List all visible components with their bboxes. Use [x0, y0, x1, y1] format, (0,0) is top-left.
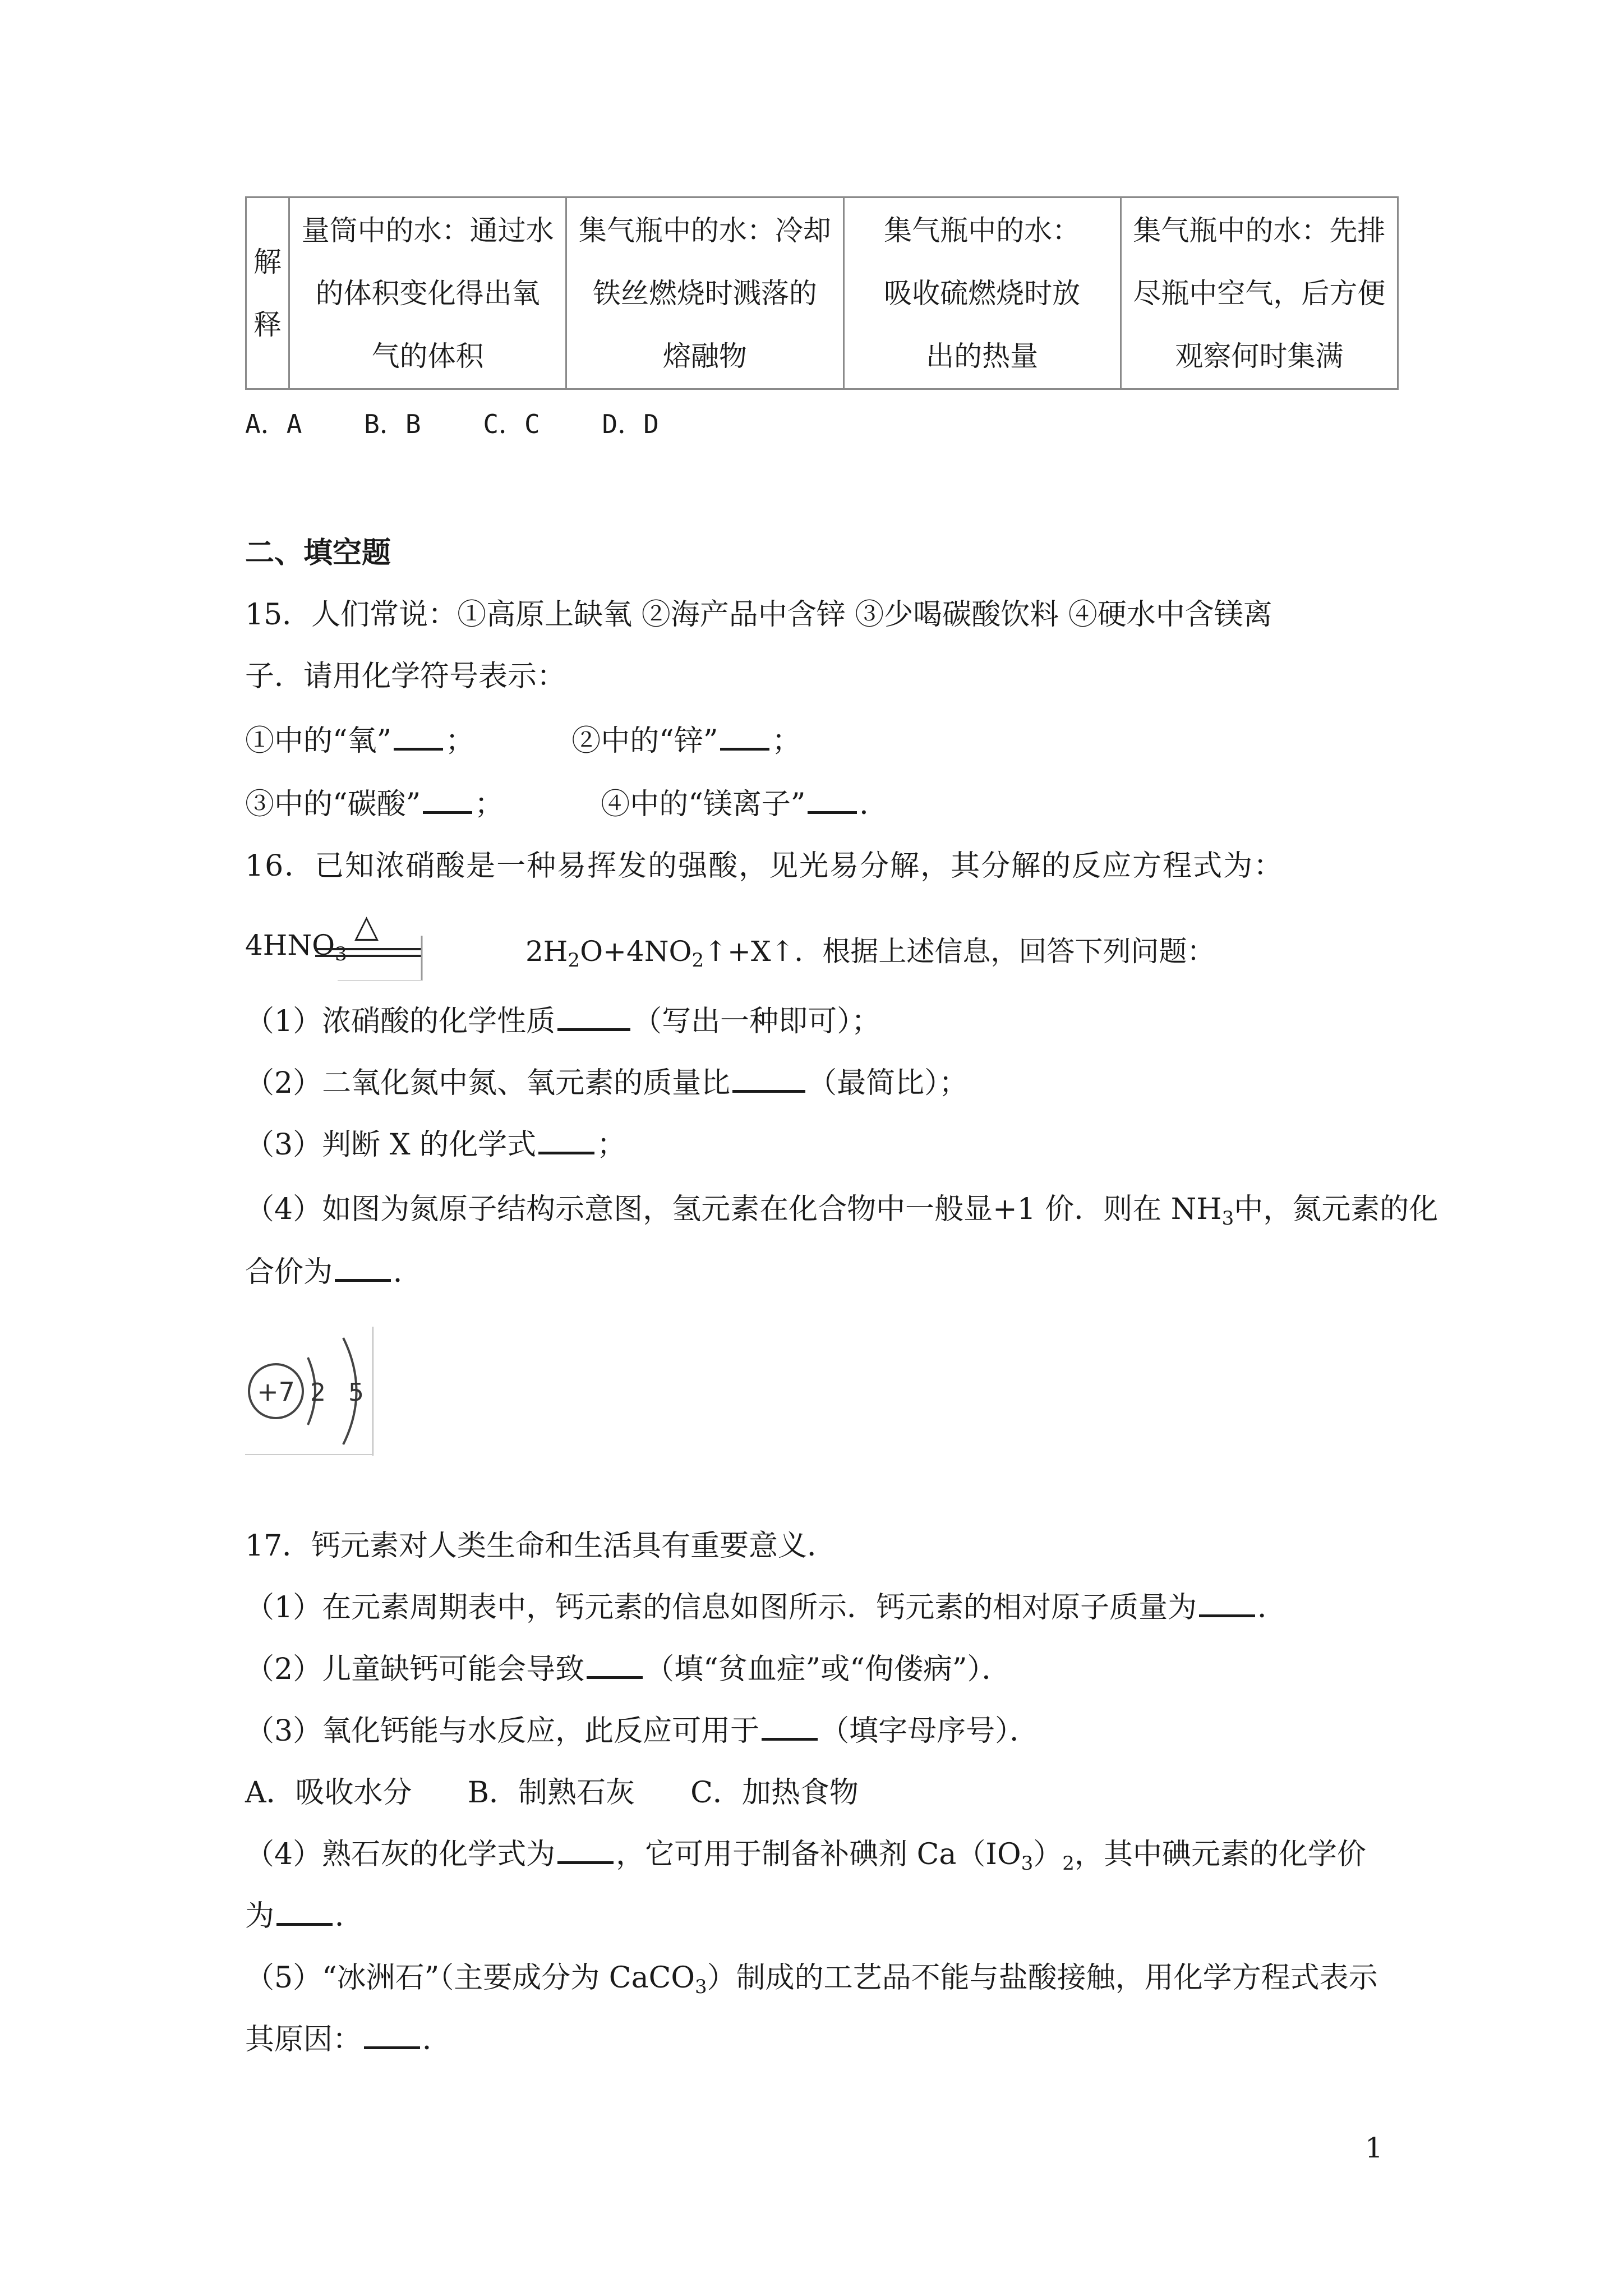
- shell-1-electrons: 2: [310, 1378, 326, 1407]
- equation-reactant: $4HNO_3$: [245, 929, 347, 965]
- q17-sub-4-line-2: 为 ．: [245, 1899, 365, 1933]
- q17-answer-blank-2[interactable]: [587, 1672, 643, 1679]
- cell-d-line-1: 集气瓶中的水：先排: [1133, 214, 1386, 247]
- q16-answer-blank-4[interactable]: [335, 1274, 391, 1282]
- q15-part-2-end: ；: [772, 724, 801, 758]
- table-cell-b: [566, 197, 843, 389]
- q15-answer-blank-2[interactable]: [720, 743, 769, 751]
- q15-part-4-label: ④中的“镁离子”: [601, 788, 806, 821]
- q15-line-2: 子．请用化学符号表示：: [245, 660, 566, 693]
- q16-answer-blank-1[interactable]: [557, 1024, 630, 1031]
- decomposition-equation: [245, 902, 1423, 975]
- q17-sub-5-line-1: （5）“冰洲石”（主要成分为 CaCO$_3$）制成的工艺品不能与盐酸接触，用化学方程式表示: [245, 1961, 1378, 1998]
- q16-sub-4-line-1: （4）如图为氮原子结构示意图，氢元素在化合物中一般显+1 价．则在 $NH_3$中，氮元素的化: [245, 1193, 1438, 1230]
- table-cell-c: [843, 197, 1121, 389]
- q17-sub-1: （1）在元素周期表中，钙元素的信息如图所示．钙元素的相对原子质量为 ．: [245, 1591, 1287, 1625]
- nitrogen-atom-diagram: [245, 1327, 374, 1456]
- header-char-2: 释: [253, 308, 282, 341]
- q17-sub-2: （2）儿童缺钙可能会导致 （填“贫血症”或“佝偻病”）．: [245, 1653, 1011, 1686]
- q15-part-1-label: ①中的“氧”: [245, 724, 392, 758]
- table-cell-a: [289, 197, 566, 389]
- shell-2-electrons: 5: [348, 1378, 364, 1407]
- q15-part-1-end: ；: [445, 724, 475, 758]
- q14-options: A．A B．B C．C D．D: [245, 409, 659, 439]
- heat-condition-symbol: △: [354, 908, 379, 945]
- q15-line-1: 15．人们常说：①高原上缺氧 ②海产品中含锌 ③少喝碳酸饮料 ④硬水中含镁离: [245, 598, 1272, 632]
- table-header-cell: [246, 197, 289, 389]
- q16-sub-4-line-2: 合价为 ．: [245, 1255, 423, 1289]
- q15-answers-row-2: [245, 784, 888, 825]
- q16-sub-2: （2）二氧化氮中氮、氧元素的质量比 （最简比）；: [245, 1066, 969, 1100]
- q16-sub-1: （1）浓硝酸的化学性质 （写出一种即可）；: [245, 1005, 881, 1038]
- q15-answer-blank-4[interactable]: [808, 807, 857, 814]
- q17-sub-4-line-1: （4）熟石灰的化学式为 ，它可用于制备补碘剂 $Ca(IO_3)_2$，其中碘元素的化学价: [245, 1838, 1366, 1875]
- q17-answer-blank-5[interactable]: [276, 1918, 333, 1926]
- q17-answer-blank-1[interactable]: [1199, 1610, 1255, 1617]
- section2-title: 二、填空题: [245, 536, 391, 570]
- table-cell-d: [1121, 197, 1398, 389]
- q16-answer-blank-3[interactable]: [538, 1147, 594, 1154]
- q15-answers-row-1: [245, 721, 801, 761]
- equation-products: $2H_2O+4NO_2↑+X↑$．根据上述信息，回答下列问题：: [525, 935, 1215, 972]
- q17-sub-3: （3）氧化钙能与水反应，此反应可用于 （填字母序号）．: [245, 1714, 1039, 1748]
- q15-answer-blank-1[interactable]: [394, 743, 443, 751]
- q15-part-4-end: ．: [859, 788, 889, 821]
- q16-answer-blank-2[interactable]: [732, 1085, 805, 1093]
- cell-b-line-2: 铁丝燃烧时溅落的: [592, 277, 817, 310]
- q15-part-3-label: ③中的“碳酸”: [245, 788, 421, 821]
- cell-a-line-2: 的体积变化得出氧: [315, 277, 540, 310]
- q15-answer-blank-3[interactable]: [423, 807, 472, 814]
- q17-answer-blank-6[interactable]: [364, 2042, 420, 2049]
- cell-d-line-2: 尽瓶中空气，后方便: [1133, 277, 1386, 310]
- cell-b-line-3: 熔融物: [662, 339, 747, 372]
- cell-c-line-2: 吸收硫燃烧时放: [884, 277, 1081, 310]
- q17-sub-3-options: A．吸收水分 B．制熟石灰 C．加热食物: [245, 1776, 859, 1810]
- header-char-1: 解: [253, 245, 282, 278]
- cell-d-line-3: 观察何时集满: [1175, 339, 1344, 372]
- q17-line-1: 17．钙元素对人类生命和生活具有重要意义．: [245, 1529, 837, 1563]
- cell-a-line-3: 气的体积: [371, 339, 484, 372]
- nucleus-charge: +7: [257, 1377, 295, 1407]
- cell-b-line-1: 集气瓶中的水：冷却: [578, 214, 831, 247]
- cell-c-line-3: 出的热量: [926, 339, 1039, 372]
- q17-answer-blank-4[interactable]: [557, 1857, 614, 1864]
- q17-answer-blank-3[interactable]: [762, 1733, 818, 1741]
- q15-part-3-end: ；: [474, 788, 504, 821]
- q15-part-2-label: ②中的“锌”: [571, 724, 718, 758]
- cell-c-line-1: 集气瓶中的水：: [884, 214, 1081, 247]
- q17-sub-5-line-2: 其原因： ．: [245, 2023, 452, 2056]
- explanation-table: [245, 196, 1399, 390]
- q16-sub-3: （3）判断 X 的化学式 ；: [245, 1128, 626, 1162]
- q16-line-1: 16．已知浓硝酸是一种易挥发的强酸，见光易分解，其分解的反应方程式为：: [245, 849, 1284, 883]
- cell-a-line-1: 量筒中的水：通过水: [301, 214, 554, 247]
- table-row: [246, 197, 1398, 389]
- page-number: 1: [1365, 2132, 1383, 2164]
